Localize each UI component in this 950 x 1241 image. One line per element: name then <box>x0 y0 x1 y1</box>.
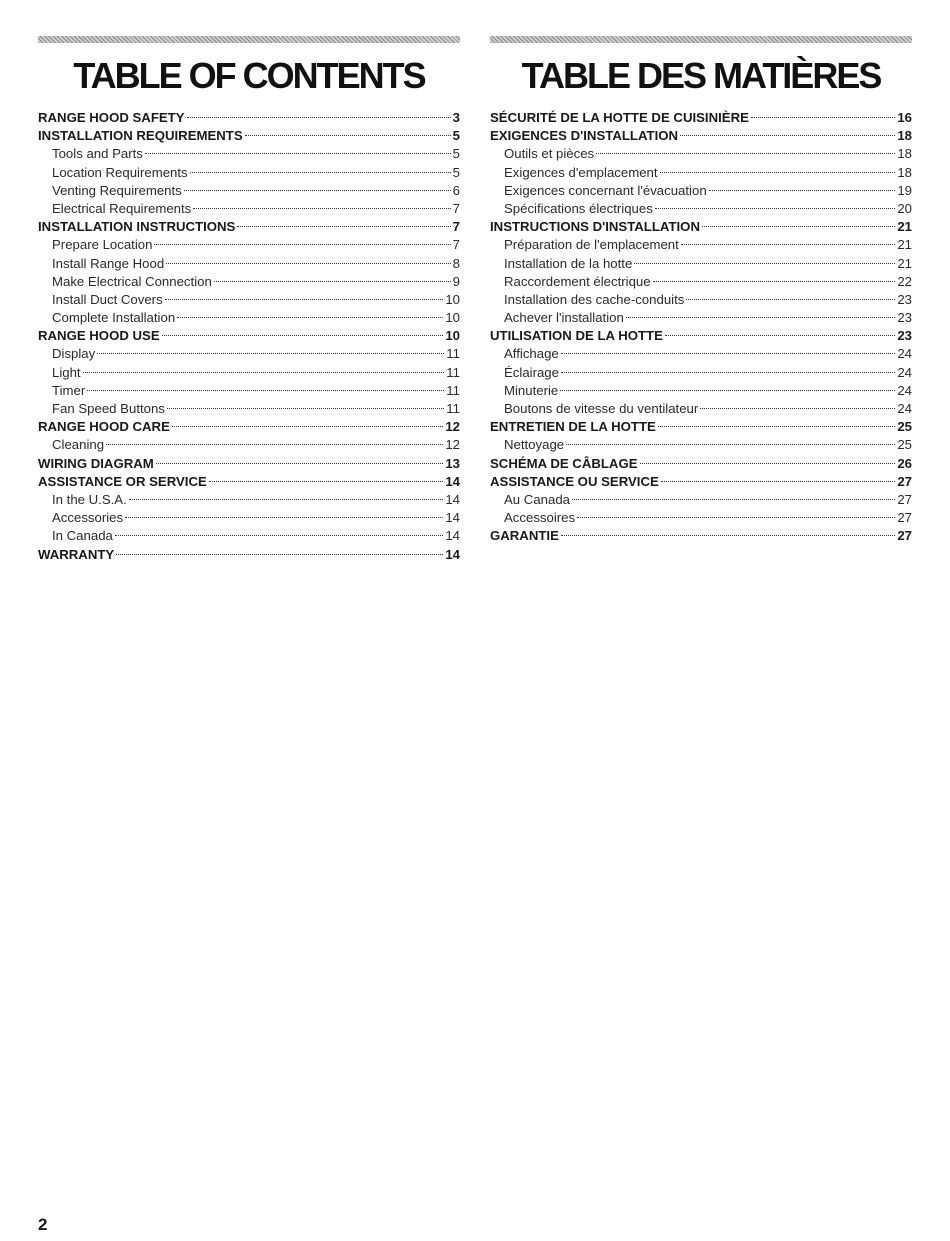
toc-entry-label: Install Duct Covers <box>52 291 163 307</box>
toc-entry-page: 24 <box>897 401 912 416</box>
toc-entry-label: GARANTIE <box>490 528 559 544</box>
toc-entry-page: 21 <box>897 255 912 271</box>
toc-section-entry[interactable] <box>490 109 912 127</box>
dot-leader <box>209 481 444 482</box>
toc-entry-page: 10 <box>445 328 460 344</box>
dot-leader <box>709 190 896 191</box>
toc-entry-page: 6 <box>452 182 460 198</box>
toc-section-entry[interactable] <box>38 473 460 491</box>
toc-entry-page: 18 <box>897 146 912 162</box>
dot-leader <box>751 117 895 118</box>
dot-leader <box>166 263 450 264</box>
toc-entry-label: Installation de la hotte <box>504 255 633 271</box>
toc-entry-label: INSTRUCTIONS D'INSTALLATION <box>490 219 700 235</box>
toc-entry-page: 9 <box>452 273 460 289</box>
toc-entry-label: Timer <box>52 382 86 398</box>
dot-leader <box>125 517 443 518</box>
toc-subsection-entry[interactable] <box>490 236 912 254</box>
toc-section-entry[interactable] <box>490 455 912 473</box>
dot-leader <box>680 135 895 136</box>
toc-subsection-entry[interactable] <box>490 509 912 527</box>
toc-entry-label: Cleaning <box>52 437 105 453</box>
dot-leader <box>145 153 451 154</box>
toc-section-entry[interactable] <box>490 418 912 436</box>
toc-entry-page: 26 <box>897 455 912 471</box>
toc-subsection-entry[interactable] <box>490 345 912 363</box>
dot-leader <box>634 263 895 264</box>
dot-leader <box>187 117 451 118</box>
toc-entry-label: Fan Speed Buttons <box>52 401 165 416</box>
toc-subsection-entry[interactable] <box>38 345 460 363</box>
toc-entry-page: 24 <box>897 364 912 380</box>
dot-leader <box>561 353 896 354</box>
toc-entry-label: Venting Requirements <box>52 182 182 198</box>
toc-subsection-entry[interactable] <box>38 527 460 545</box>
dot-leader <box>660 172 896 173</box>
toc-subsection-entry[interactable] <box>38 291 460 309</box>
toc-entry-page: 11 <box>446 382 460 398</box>
toc-subsection-entry[interactable] <box>38 255 460 273</box>
toc-subsection-entry[interactable] <box>38 200 460 218</box>
toc-entry-label: Exigences concernant l'évacuation <box>504 182 707 198</box>
dot-leader <box>97 353 444 354</box>
toc-entry-page: 24 <box>897 346 912 362</box>
toc-entry-page: 8 <box>452 255 460 271</box>
toc-entry-label: Installation des cache-conduits <box>504 291 685 307</box>
page-number: 2 <box>38 1215 48 1234</box>
toc-entry-label: ASSISTANCE OR SERVICE <box>38 473 207 489</box>
dot-leader <box>184 190 451 191</box>
toc-subsection-entry[interactable] <box>490 436 912 454</box>
toc-entry-page: 27 <box>897 510 912 526</box>
toc-section-entry[interactable] <box>490 327 912 345</box>
toc-subsection-entry[interactable] <box>38 182 460 200</box>
toc-subsection-entry[interactable] <box>490 491 912 509</box>
toc-entry-page: 11 <box>446 364 460 380</box>
toc-entry-label: Accessoires <box>504 510 576 526</box>
toc-entry-label: RANGE HOOD CARE <box>38 419 170 435</box>
toc-entry-page: 14 <box>445 510 460 526</box>
dot-leader <box>116 554 443 555</box>
toc-french-column <box>490 36 912 546</box>
toc-entry-label: Exigences d'emplacement <box>504 164 658 180</box>
toc-entry-page: 21 <box>897 237 912 253</box>
toc-subsection-entry[interactable] <box>490 364 912 382</box>
dot-leader <box>83 372 445 373</box>
dot-leader <box>566 444 895 445</box>
toc-subsection-entry[interactable] <box>490 400 912 418</box>
toc-section-entry[interactable] <box>38 546 460 564</box>
toc-entry-label: Au Canada <box>504 491 570 507</box>
dot-leader <box>214 281 451 282</box>
dot-leader <box>577 517 895 518</box>
toc-entry-label: INSTALLATION INSTRUCTIONS <box>38 219 236 235</box>
toc-entry-label: In Canada <box>52 528 113 544</box>
toc-section-entry[interactable] <box>490 527 912 545</box>
dot-leader <box>700 408 895 409</box>
dot-leader <box>237 226 450 227</box>
dot-leader <box>190 172 451 173</box>
toc-entry-page: 23 <box>897 291 912 307</box>
toc-entry-label: Achever l'installation <box>504 310 624 326</box>
toc-section-entry[interactable] <box>490 218 912 236</box>
toc-entry-page: 27 <box>897 473 912 489</box>
dot-leader <box>681 244 896 245</box>
toc-entry-page: 14 <box>445 528 460 544</box>
toc-section-entry[interactable] <box>38 127 460 145</box>
toc-subsection-entry[interactable] <box>490 273 912 291</box>
toc-entry-label: In the U.S.A. <box>52 491 127 507</box>
toc-subsection-entry[interactable] <box>38 236 460 254</box>
toc-entry-label: WIRING DIAGRAM <box>38 455 154 471</box>
dot-leader <box>561 372 895 373</box>
toc-entry-label: Affichage <box>504 346 559 362</box>
dot-leader <box>129 499 444 500</box>
toc-entry-page: 11 <box>446 401 460 416</box>
toc-entry-page: 19 <box>897 182 912 198</box>
toc-entry-label: Boutons de vitesse du ventilateur <box>504 401 699 416</box>
dot-leader <box>596 153 895 154</box>
toc-entry-page: 18 <box>897 164 912 180</box>
toc-english-list <box>38 109 460 564</box>
toc-entry-label: Éclairage <box>504 364 559 380</box>
toc-entry-page: 10 <box>445 291 460 307</box>
dot-leader <box>156 463 444 464</box>
toc-french-list <box>490 109 912 546</box>
toc-entry-page: 27 <box>897 491 912 507</box>
dot-leader <box>626 317 896 318</box>
dot-leader <box>154 244 450 245</box>
toc-subsection-entry[interactable] <box>38 382 460 400</box>
toc-entry-label: Complete Installation <box>52 310 176 326</box>
toc-section-entry[interactable] <box>38 455 460 473</box>
toc-subsection-entry[interactable] <box>490 255 912 273</box>
toc-entry-label: Raccordement électrique <box>504 273 651 289</box>
toc-entry-page: 24 <box>897 382 912 398</box>
dot-leader <box>115 535 443 536</box>
dot-leader <box>572 499 895 500</box>
toc-entry-label: Spécifications électriques <box>504 200 653 216</box>
dot-leader <box>245 135 451 136</box>
toc-subsection-entry[interactable] <box>38 436 460 454</box>
dot-leader <box>655 208 896 209</box>
toc-section-entry[interactable] <box>38 109 460 127</box>
toc-entry-label: Outils et pièces <box>504 146 595 162</box>
toc-entry-page: 12 <box>445 419 460 435</box>
toc-entry-label: Electrical Requirements <box>52 200 192 216</box>
toc-entry-label: Install Range Hood <box>52 255 165 271</box>
toc-entry-page: 25 <box>897 437 912 453</box>
toc-entry-label: RANGE HOOD USE <box>38 328 160 344</box>
toc-entry-label: RANGE HOOD SAFETY <box>38 110 185 125</box>
toc-french-title: TABLE DES MATIÈRES <box>521 55 881 96</box>
dot-leader <box>167 408 444 409</box>
dot-leader <box>177 317 443 318</box>
toc-subsection-entry[interactable] <box>38 364 460 382</box>
toc-entry-page: 23 <box>897 310 912 326</box>
toc-entry-page: 5 <box>452 146 460 162</box>
toc-subsection-entry[interactable] <box>490 309 912 327</box>
toc-entry-page: 12 <box>445 437 460 453</box>
toc-entry-label: Make Electrical Connection <box>52 273 212 289</box>
header-rule <box>490 36 912 43</box>
toc-entry-page: 25 <box>897 419 912 435</box>
header-rule <box>38 36 460 43</box>
toc-subsection-entry[interactable] <box>490 200 912 218</box>
toc-entry-page: 11 <box>446 346 460 362</box>
toc-entry-page: 16 <box>897 110 912 125</box>
toc-subsection-entry[interactable] <box>38 145 460 163</box>
toc-entry-label: Light <box>52 364 81 380</box>
dot-leader <box>561 535 895 536</box>
toc-entry-page: 7 <box>452 219 460 235</box>
toc-section-entry[interactable] <box>490 127 912 145</box>
toc-entry-label: INSTALLATION REQUIREMENTS <box>38 128 243 144</box>
dot-leader <box>106 444 443 445</box>
toc-entry-page: 23 <box>897 328 912 344</box>
dot-leader <box>640 463 896 464</box>
dot-leader <box>165 299 444 300</box>
toc-subsection-entry[interactable] <box>38 400 460 418</box>
toc-entry-page: 7 <box>452 237 460 253</box>
toc-english-column <box>38 36 460 564</box>
toc-entry-label: Accessories <box>52 510 124 526</box>
toc-entry-page: 22 <box>897 273 912 289</box>
dot-leader <box>702 226 895 227</box>
toc-entry-label: Nettoyage <box>504 437 565 453</box>
toc-entry-page: 14 <box>445 491 460 507</box>
toc-subsection-entry[interactable] <box>38 164 460 182</box>
toc-subsection-entry[interactable] <box>38 273 460 291</box>
toc-subsection-entry[interactable] <box>490 382 912 400</box>
dot-leader <box>162 335 444 336</box>
toc-entry-page: 27 <box>897 528 912 544</box>
toc-entry-page: 3 <box>452 110 460 125</box>
toc-entry-label: SCHÉMA DE CÂBLAGE <box>490 455 638 471</box>
toc-subsection-entry[interactable] <box>38 309 460 327</box>
dot-leader <box>560 390 895 391</box>
toc-subsection-entry[interactable] <box>490 145 912 163</box>
toc-entry-page: 14 <box>445 473 460 489</box>
toc-section-entry[interactable] <box>490 473 912 491</box>
dot-leader <box>172 426 443 427</box>
toc-entry-page: 5 <box>452 128 460 144</box>
toc-entry-label: UTILISATION DE LA HOTTE <box>490 328 663 344</box>
dot-leader <box>658 426 896 427</box>
toc-subsection-entry[interactable] <box>490 291 912 309</box>
toc-entry-label: Location Requirements <box>52 164 188 180</box>
toc-section-entry[interactable] <box>38 218 460 236</box>
toc-entry-label: Minuterie <box>504 382 559 398</box>
toc-entry-label: ASSISTANCE OU SERVICE <box>490 473 659 489</box>
toc-entry-label: Display <box>52 346 96 362</box>
toc-section-entry[interactable] <box>38 327 460 345</box>
toc-entry-page: 7 <box>452 200 460 216</box>
toc-entry-page: 14 <box>445 546 460 562</box>
dot-leader <box>653 281 896 282</box>
dot-leader <box>665 335 895 336</box>
toc-entry-label: Prepare Location <box>52 237 153 253</box>
toc-section-entry[interactable] <box>38 418 460 436</box>
dot-leader <box>661 481 896 482</box>
toc-entry-label: SÉCURITÉ DE LA HOTTE DE CUISINIÈRE <box>490 110 749 125</box>
toc-subsection-entry[interactable] <box>38 509 460 527</box>
toc-subsection-entry[interactable] <box>490 182 912 200</box>
dot-leader <box>87 390 444 391</box>
toc-subsection-entry[interactable] <box>490 164 912 182</box>
toc-subsection-entry[interactable] <box>38 491 460 509</box>
toc-entry-page: 10 <box>445 310 460 326</box>
dot-leader <box>193 208 450 209</box>
toc-entry-label: Préparation de l'emplacement <box>504 237 679 253</box>
toc-entry-page: 18 <box>897 128 912 144</box>
toc-entry-label: EXIGENCES D'INSTALLATION <box>490 128 679 144</box>
toc-entry-label: Tools and Parts <box>52 146 143 162</box>
toc-entry-page: 13 <box>445 455 460 471</box>
toc-entry-page: 5 <box>452 164 460 180</box>
toc-entry-label: WARRANTY <box>38 546 115 562</box>
toc-english-title: TABLE OF CONTENTS <box>73 55 425 96</box>
dot-leader <box>686 299 895 300</box>
toc-entry-page: 20 <box>897 200 912 216</box>
toc-entry-label: ENTRETIEN DE LA HOTTE <box>490 419 656 435</box>
toc-entry-page: 21 <box>897 219 912 235</box>
